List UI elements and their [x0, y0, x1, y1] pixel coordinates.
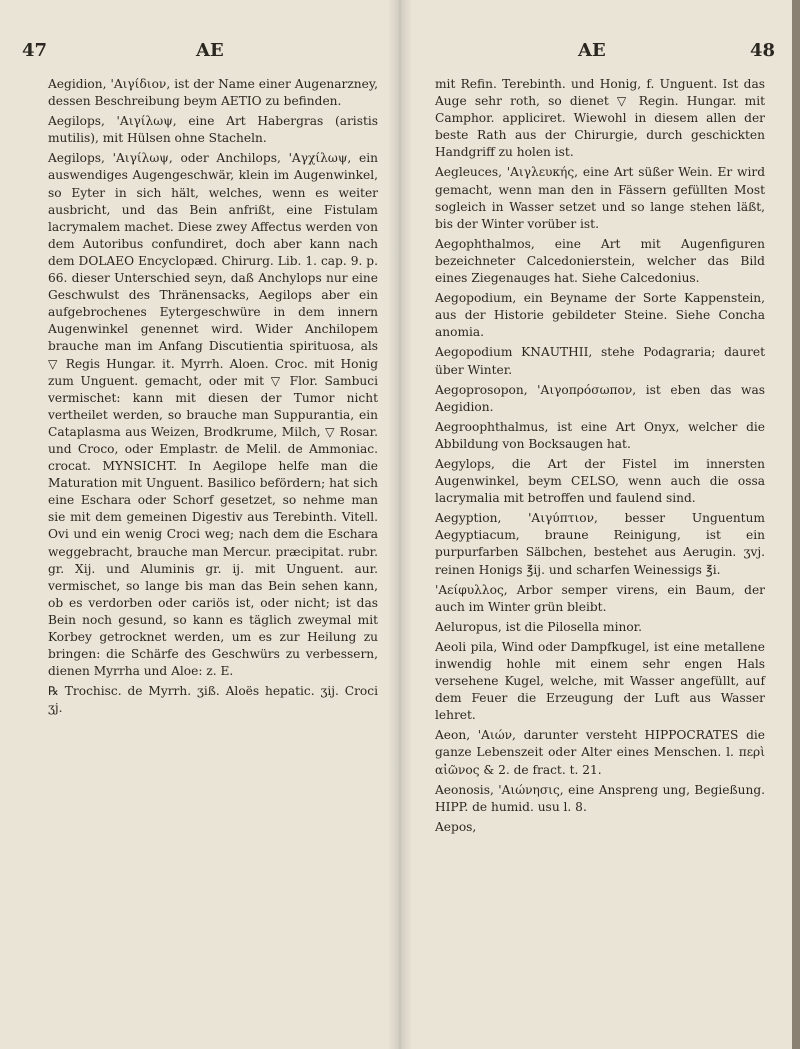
page-edge: [792, 0, 800, 1049]
right-running-head: AE: [578, 40, 606, 61]
right-entry: Aegoprosopon, 'Αιγοπρόσωπον, ist eben das was Aegidion.: [435, 382, 765, 414]
right-entry: Aepos,: [435, 819, 477, 834]
right-entry: Aegroophthalmus, ist eine Art Onyx, welcher die Abbildung von Bocksaugen hat.: [435, 419, 765, 451]
right-entry: Aegopodium, ein Beyname der Sorte Kappenstein, aus der Historie gebildeter Steine. Siehe Concha anomia.: [435, 291, 765, 340]
right-entry: Aeon, 'Αιών, darunter versteht HIPPOCRATES die ganze Lebenszeit oder Alter eines Menschen. l. περὶ αἰῶνος & 2. de fract. t. 21.: [435, 728, 765, 777]
left-entry: Aegilops, 'Αιγίλωψ, oder Anchilops, 'Αγχίλωψ, ein auswendiges Augengeschwär, klein im Augenwinkel, so Eyter in sich hält, welches, wenn es weiter ausbricht, und das Bein anfrißt, eine Fistulam lacrymalem machet. Diese zwey Affectus werden von dem Autoribus confundiret, doch aber kann nach dem DOLAEO Encyclopæd. Chirurg. Lib. 1. cap. 9. p. 66. dieser Unterschied seyn, daß Anchylops nur eine Geschwulst des Thränensacks, Aegilops aber ein aufgebrochenes Eytergeschwüre in dem innern Augenwinkel genennet wird. Wider Anchilopem brauche man im Anfang Discutientia spirituosa, als ▽ Regis Hungar. it. Myrrh. Aloen. Croc. mit Honig zum Unguent. gemacht, oder mit ▽ Flor. Sambuci vermischet: kann mit diesen der Tumor nicht vertheilet werden, so brauche man Suppurantia, ein Cataplasma aus Weizen, Brodkrume, Milch, ▽ Rosar. und Croco, oder Emplastr. de Melil. de Ammoniac. crocat. MYNSICHT. In Aegilope helfe man die Maturation mit Unguent. Basilico befördern; hat sich eine Eschara oder Schorf gesetzet, so nehme man sie mit dem gemeinen Digestiv aus Terebinth. Vitell. Ovi und ein wenig Croci weg; nach dem die Eschara weggebracht, brauche man Mercur. præcipitat. rubr. gr. Xij. und Aluminis gr. ij. mit Unguent. aur. vermischet, so lange bis man das Bein sehen kann, ob es verdorben oder cariös ist, oder nicht; ist das Bein noch gesund, so kann es täglich zweymal mit Korbey getrocknet werden, um es zur Heilung zu bringen: die Schärfe des Geschwürs zu verbessern, dienen Myrrha und Aloe: z. E.: [48, 151, 378, 679]
right-entry: 'Αείφυλλος, Arbor semper virens, ein Baum, der auch im Winter grün bleibt.: [435, 582, 765, 614]
book-gutter: [388, 0, 412, 1049]
right-text-column: [435, 76, 765, 839]
right-entry: Aegopodium KNAUTHII, stehe Podagraria; dauret über Winter.: [435, 345, 765, 377]
left-text-column: [48, 76, 378, 720]
right-entry: Aeonosis, 'Αιώνησις, eine Anspreng ung, Begießung. HIPP. de humid. usu l. 8.: [435, 782, 765, 814]
right-entry: Aegophthalmos, eine Art mit Augenfiguren bezeichneter Calcedonierstein, welcher das Bild eines Ziegenauges hat. Siehe Calcedonius.: [435, 236, 765, 286]
left-running-head: AE: [196, 40, 224, 61]
right-entry: Aeoli pila, Wind oder Dampfkugel, ist eine metallene inwendig hohle mit einem sehr engen Hals versehene Kugel, welche, mit Wasser angefüllt, auf dem Feuer die Erzeugung der Luft aus Wasser lehret.: [435, 639, 765, 723]
right-entry: mit Refin. Terebinth. und Honig, f. Unguent. Ist das Auge sehr roth, so dienet ▽ Regin. Hungar. mit Camphor. appliciret. Wiewohl in diesem allen der beste Rath aus der Chirurgie, durch geschickten Handgriff zu holen ist.: [435, 77, 765, 160]
right-entry: Aeluropus, ist die Pilosella minor.: [435, 619, 643, 634]
left-page-number: 47: [22, 40, 48, 61]
right-entry: Aegylops, die Art der Fistel im innersten Augenwinkel, beym CELSO, wenn auch die ossa lacrymalia mit betroffen und faulend sind.: [435, 456, 765, 506]
left-entry: ℞ Trochisc. de Myrrh. ʒiß. Aloës hepatic. ʒij. Croci ʒj.: [48, 684, 378, 716]
right-entry: Aegleuces, 'Αιγλευκής, eine Art süßer Wein. Er wird gemacht, wenn man den in Fässern gefüllten Most sogleich in Wasser setzet und so lange stehen läßt, bis der Winter vorüber ist.: [435, 165, 765, 231]
left-entry: Aegilops, 'Αιγίλωψ, eine Art Habergras (aristis mutilis), mit Hülsen ohne Stacheln.: [48, 114, 378, 146]
left-entry: Aegidion, 'Αιγίδιον, ist der Name einer Augenarzney, dessen Beschreibung beym AETIO zu befinden.: [48, 77, 378, 109]
right-page-number: 48: [750, 40, 776, 61]
right-entry: Aegyption, 'Αιγύπτιον, besser Unguentum Aegyptiacum, braune Reinigung, ist ein purpurfarben Sälbchen, bestehet aus Aerugin. ʒvj. reinen Honigs ℥ij. und scharfen Weinessigs ℥i.: [435, 511, 765, 577]
